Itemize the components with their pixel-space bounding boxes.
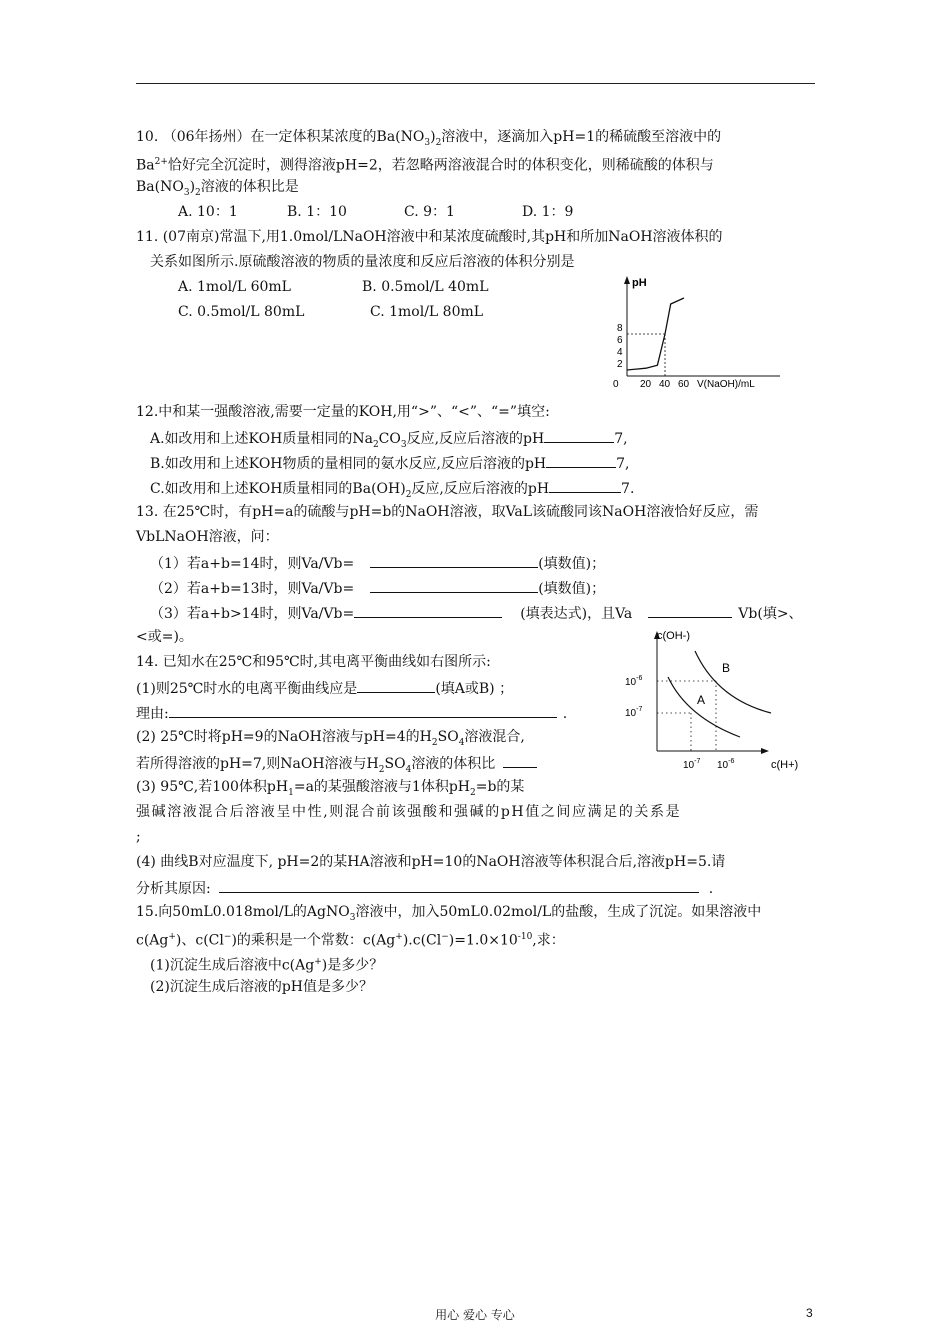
q12-b-blank[interactable]	[546, 453, 616, 468]
q13-1-blank[interactable]	[370, 553, 538, 568]
q13-3-blank[interactable]	[354, 603, 502, 618]
q12-part-b: B.如改用和上述KOH物质的量相同的氨水反应,反应后溶液的pH 7,	[150, 453, 630, 473]
q11-option-a: A. 1mol/L 60mL	[178, 279, 291, 295]
q12-part-c: C.如改用和上述KOH质量相同的$Ba(OH)_2$反应,反应后溶液的pH 7.	[150, 478, 634, 504]
q10-line-1: 10. （06年扬州）在一定体积某浓度的$Ba(NO_3)_2$溶液中，逐滴加入pH=1的稀硫酸至溶液中的	[136, 129, 722, 148]
ion-x-tick-1: $10^{-7}$	[683, 758, 701, 771]
q14-part-4: (4) 曲线B对应温度下, pH=2的某HA溶液和pH=10的NaOH溶液等体积混合后,溶液pH=5.请	[136, 854, 726, 870]
header-rule	[136, 83, 815, 84]
ion-label-a: A	[697, 693, 706, 707]
ph-chart-y-arrow	[624, 276, 630, 284]
q13-part-3-line-2: <或=)。	[136, 629, 193, 645]
q14-reason-blank[interactable]	[169, 703, 557, 718]
ph-y-tick-4: 4	[617, 347, 623, 358]
q10-option-a: A. 10：1	[178, 204, 238, 220]
q13-line-2: VbLNaOH溶液，问：	[136, 529, 279, 545]
ion-curve-a	[668, 677, 740, 737]
q14-part-3: (3) 95℃,若100体积$pH_1=a$的某强酸溶液与1体积$pH_2=b$的某	[136, 779, 525, 798]
ph-chart-x-label: V(NaOH)/mL	[697, 379, 755, 390]
ion-chart-x-arrow	[761, 748, 769, 754]
ion-label-b: B	[722, 661, 731, 675]
ion-y-tick-1: $10^{-6}$	[625, 675, 643, 688]
q11-line-1: 11. (07南京)常温下,用1.0mol/LNaOH溶液中和某浓度硫酸时,其pH和所加NaOH溶液体积的	[136, 229, 723, 245]
q10-line-2: $Ba^{2+}$恰好完全沉淀时，测得溶液pH=2，若忽略两溶液混合时的体积变化，则稀硫酸的体积与	[136, 157, 714, 174]
q13-2-blank[interactable]	[370, 578, 538, 593]
q11-option-b: B. 0.5mol/L 40mL	[362, 279, 489, 295]
ion-chart-x-label: c(H+)	[771, 759, 799, 771]
q15-sub-1: (1)沉淀生成后溶液中c(Ag+)是多少？	[150, 957, 384, 974]
ion-y-tick-2: $10^{-7}$	[625, 706, 643, 719]
ph-x-tick-60: 60	[678, 379, 690, 390]
ion-chart-y-label: c(OH-)	[657, 630, 690, 642]
ph-titration-chart	[600, 272, 790, 392]
q14-part-1: (1)则25℃时水的电离平衡曲线应是 (填A或B) ；	[136, 678, 513, 698]
q12-part-a: A.如改用和上述KOH质量相同的$Na_2CO_3$反应,反应后溶液的pH 7,	[150, 428, 628, 454]
q14-reason: 理由: .	[136, 703, 567, 723]
q10-option-b: B. 1：10	[287, 204, 347, 220]
q10-line-3: $Ba(NO_3)_2$溶液的体积比是	[136, 179, 299, 198]
ion-curve-b	[695, 651, 771, 713]
q13-part-1: （1）若a+b=14时，则Va/Vb= (填数值)；	[150, 553, 605, 573]
q14-stem: 14. 已知水在25℃和95℃时,其电离平衡曲线如右图所示:	[136, 654, 491, 670]
q14-4-blank[interactable]	[219, 878, 699, 893]
q11-option-c: C. 0.5mol/L 80mL	[178, 304, 305, 320]
ph-y-tick-6: 6	[617, 335, 623, 346]
q14-2-blank[interactable]	[503, 753, 537, 768]
q14-part-3-line-3: ;	[136, 829, 141, 845]
q15-line-1: 15.向50mL0.018mol/L的AgNO$_3$溶液中，加入50mL0.02mol/L的盐酸，生成了沉淀。如果溶液中	[136, 904, 762, 923]
q12-a-blank[interactable]	[544, 428, 614, 443]
q12-c-blank[interactable]	[549, 478, 621, 493]
ph-x-tick-40: 40	[659, 379, 671, 390]
ph-chart-y-label: pH	[632, 277, 647, 289]
q12-stem: 12.中和某一强酸溶液,需要一定量的KOH,用“>”、“<”、“=”填空:	[136, 404, 550, 420]
ion-x-tick-2: $10^{-6}$	[717, 758, 735, 771]
q14-part-3-line-2: 强碱溶液混合后溶液呈中性,则混合前该强酸和强碱的pH值之间应满足的关系是	[136, 804, 682, 820]
ph-y-tick-8: 8	[617, 323, 623, 334]
q15-line-2: c(Ag+)、c(Cl−)的乘积是一个常数：$c(Ag^+).c(Cl^-)=1.0\times 10^{-10}$,求：	[136, 932, 565, 949]
q14-part-4-line-2: 分析其原因: .	[136, 878, 713, 898]
ph-x-tick-0: 0	[613, 379, 619, 390]
ph-x-tick-20: 20	[640, 379, 652, 390]
q10-option-d: D. 1：9	[522, 204, 574, 220]
q14-1-blank[interactable]	[357, 678, 435, 693]
footer-text: 用心 爱心 专心	[435, 1308, 515, 1322]
q15-sub-2: (2)沉淀生成后溶液的pH值是多少？	[150, 979, 374, 995]
q11-option-c2: C. 1mol/L 80mL	[370, 304, 484, 320]
q13-line-1: 13. 在25℃时，有pH=a的硫酸与pH=b的NaOH溶液，取VaL该硫酸同该NaOH溶液恰好反应，需	[136, 504, 759, 520]
water-ionization-chart	[615, 627, 815, 777]
q10-option-c: C. 9：1	[404, 204, 455, 220]
q13-3-compare-blank[interactable]	[648, 603, 732, 618]
q13-part-3: （3）若a+b>14时，则Va/Vb= (填表达式)，且Va Vb(填>、	[150, 603, 803, 623]
q14-part-2-line-2: 若所得溶液的pH=7,则NaOH溶液与$H_2SO_4$溶液的体积比	[136, 753, 537, 779]
q14-part-2: (2) 25℃时将pH=9的NaOH溶液与pH=4的$H_2SO_4$溶液混合,	[136, 729, 525, 748]
q11-line-2: 关系如图所示.原硫酸溶液的物质的量浓度和反应后溶液的体积分别是	[150, 254, 575, 270]
q13-part-2: （2）若a+b=13时，则Va/Vb= (填数值)；	[150, 578, 605, 598]
page-number: 3	[806, 1306, 813, 1320]
ph-y-tick-2: 2	[617, 359, 623, 370]
